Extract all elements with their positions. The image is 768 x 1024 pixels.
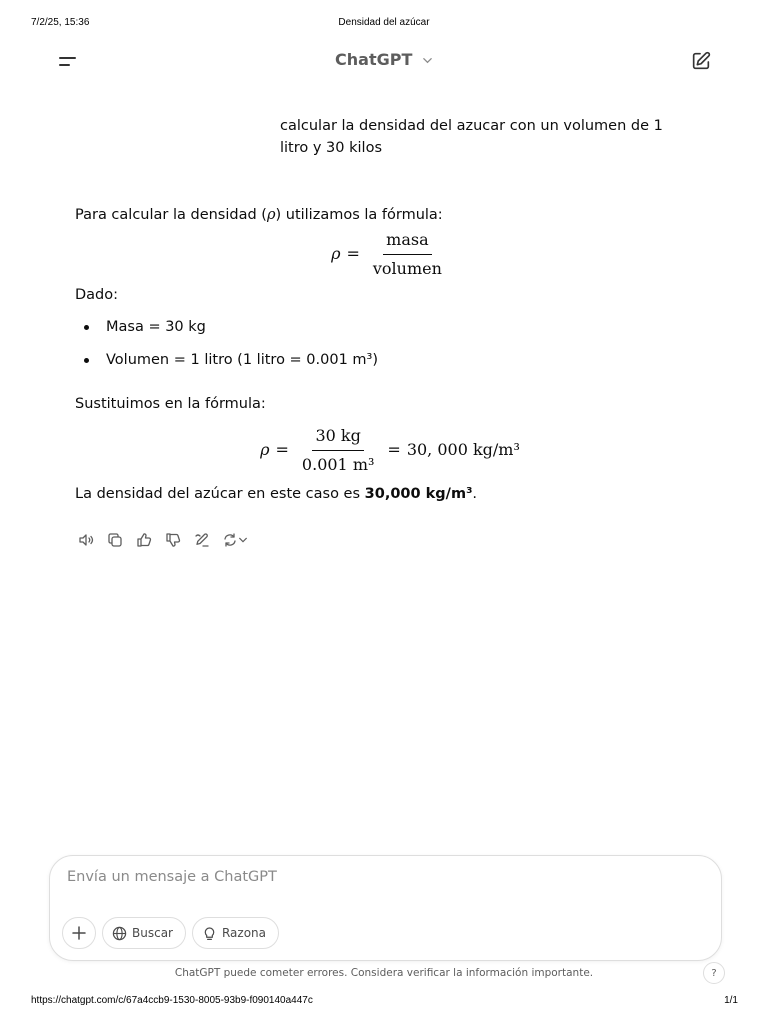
assistant-message <box>75 204 695 505</box>
given-label: Dado: <box>75 287 119 303</box>
formula-fraction <box>299 425 377 476</box>
reason-button[interactable] <box>192 917 279 949</box>
message-actions <box>75 530 250 550</box>
composer-tools <box>62 917 279 949</box>
intro-prefix: Para calcular la densidad ( <box>75 207 267 223</box>
message-input[interactable] <box>65 868 689 886</box>
reason-label: Razona <box>221 926 267 940</box>
intro-paragraph <box>75 204 695 226</box>
edit-in-canvas-button[interactable] <box>191 530 212 550</box>
conclusion-prefix: La densidad del azúcar en este caso es <box>75 486 365 502</box>
search-button[interactable] <box>102 917 186 949</box>
density-formula <box>85 229 695 278</box>
formula-result: 30, 000 kg/m³ <box>406 440 520 459</box>
plus-icon <box>72 926 86 940</box>
print-title: Densidad del azúcar <box>338 17 430 28</box>
formula-denominator: volumen <box>372 258 442 278</box>
formula-lhs: ρ <box>260 440 270 459</box>
substitute-label: Sustituimos en la fórmula: <box>75 396 266 412</box>
list-item: Volumen = 1 litro (1 litro = 0.001 m³) <box>75 349 695 371</box>
chevron-down-icon <box>238 535 248 545</box>
top-bar <box>0 44 768 80</box>
substitution-formula <box>85 425 695 475</box>
conclusion-suffix: . <box>472 486 478 502</box>
print-footer <box>0 995 768 1009</box>
chevron-down-icon <box>422 51 433 70</box>
formula-fraction <box>370 229 445 280</box>
speaker-icon <box>78 532 94 548</box>
bad-response-button[interactable] <box>162 530 183 550</box>
given-list <box>75 316 695 371</box>
print-url: https://chatgpt.com/c/67a4ccb9-1530-8005-93b9-f090140a447c <box>31 995 313 1006</box>
print-datetime: 7/2/25, 15:36 <box>31 17 90 28</box>
print-page-number: 1/1 <box>724 995 738 1006</box>
formula-equals: = <box>387 440 401 459</box>
new-chat-button[interactable] <box>690 50 714 74</box>
formula-numerator: masa <box>383 229 431 255</box>
regenerate-button[interactable] <box>220 530 250 550</box>
thumbs-up-icon <box>136 532 152 548</box>
formula-numerator: 30 kg <box>312 425 363 451</box>
user-message: calcular la densidad del azucar con un volumen de 1 litro y 30 kilos <box>280 118 663 156</box>
conclusion-paragraph <box>75 483 695 505</box>
copy-button[interactable] <box>104 530 125 550</box>
list-item: Masa = 30 kg <box>75 316 695 338</box>
help-button[interactable]: ? <box>703 962 725 984</box>
formula-equals: = <box>275 440 289 459</box>
model-selector[interactable] <box>0 50 768 70</box>
formula-lhs: ρ <box>331 244 341 263</box>
composer <box>49 855 722 961</box>
conclusion-value: 30,000 kg/m³ <box>364 486 473 502</box>
read-aloud-button[interactable] <box>75 530 96 550</box>
formula-denominator: 0.001 m³ <box>301 454 375 474</box>
thumbs-down-icon <box>165 532 181 548</box>
copy-icon <box>107 532 123 548</box>
good-response-button[interactable] <box>133 530 154 550</box>
regenerate-icon <box>222 532 238 548</box>
attach-button[interactable] <box>62 917 96 949</box>
intro-suffix: ) utilizamos la fórmula: <box>275 207 443 223</box>
globe-icon <box>112 926 127 941</box>
edit-canvas-icon <box>194 532 210 548</box>
lightbulb-icon <box>202 926 217 941</box>
disclaimer: ChatGPT puede cometer errores. Considera verificar la información importante. <box>174 967 594 979</box>
new-chat-icon <box>690 50 712 72</box>
search-label: Buscar <box>132 926 173 940</box>
model-name: ChatGPT <box>335 50 413 69</box>
print-header <box>0 17 768 31</box>
rho-symbol: ρ <box>266 207 276 223</box>
formula-equals: = <box>346 244 360 263</box>
